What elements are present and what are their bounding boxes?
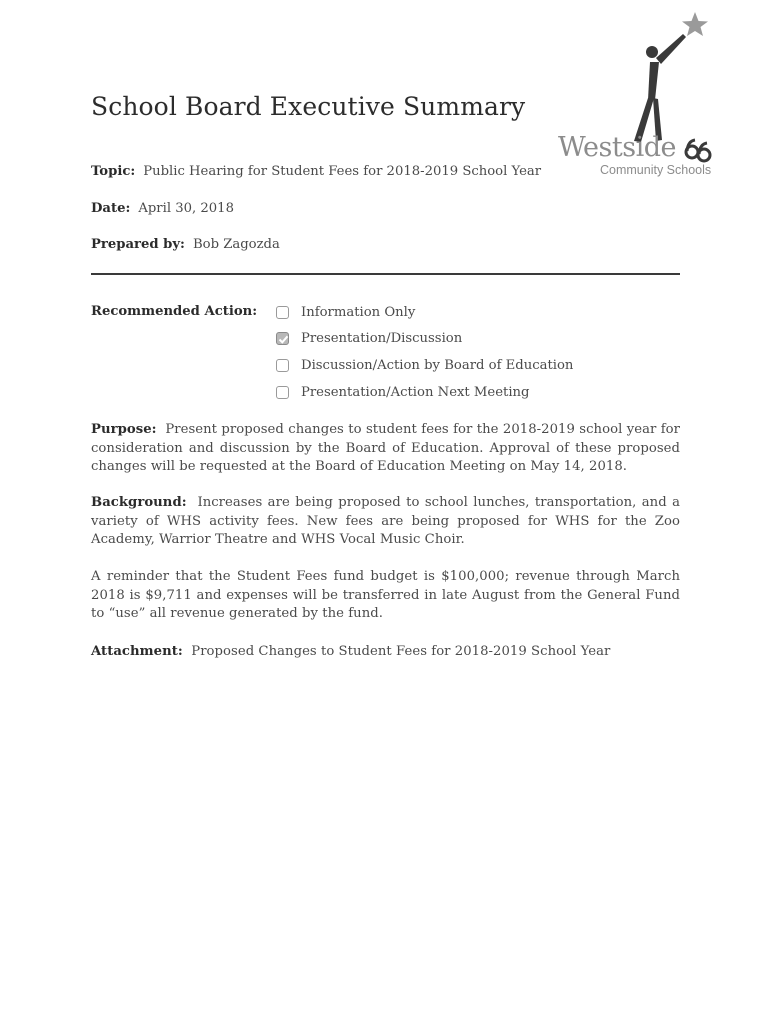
option-discussion-action[interactable] bbox=[276, 356, 573, 374]
option-label: Discussion/Action by Board of Education bbox=[301, 357, 574, 373]
date-label: Date: bbox=[91, 201, 131, 216]
attachment-label: Attachment: bbox=[91, 644, 183, 659]
reminder-paragraph bbox=[91, 568, 680, 624]
purpose-label: Purpose: bbox=[91, 422, 157, 437]
checkmark-icon bbox=[277, 333, 290, 346]
purpose-paragraph bbox=[91, 421, 680, 477]
topic-label: Topic: bbox=[91, 164, 136, 179]
topic-value: Public Hearing for Student Fees for 2018-2019 School Year bbox=[143, 164, 542, 179]
option-label: Information Only bbox=[301, 304, 416, 320]
logo-subtitle: Community Schools bbox=[600, 163, 712, 177]
checkbox-unchecked[interactable] bbox=[276, 386, 289, 399]
background-paragraph bbox=[91, 494, 680, 550]
attachment-paragraph bbox=[91, 643, 680, 662]
checkbox-checked[interactable] bbox=[276, 332, 289, 345]
date-row bbox=[91, 201, 234, 216]
prepared-by-value: Bob Zagozda bbox=[192, 237, 280, 252]
background-label: Background: bbox=[91, 495, 187, 510]
background-text: Increases are being proposed to school lunches, transportation, and a variety of WHS activity fees. New fees are being proposed for WHS for the Zoo Academy, Warrior Theatre and WHS Vocal Music Choir. bbox=[91, 495, 681, 548]
option-presentation-action-next[interactable] bbox=[276, 383, 530, 401]
option-presentation-discussion[interactable] bbox=[276, 329, 462, 347]
prepared-by-label: Prepared by: bbox=[91, 237, 185, 252]
star-icon bbox=[682, 12, 708, 36]
recommended-action-label: Recommended Action: bbox=[91, 304, 258, 319]
reminder-text: A reminder that the Student Fees fund budget is $100,000; revenue through March 2018 is $9,711 and expenses will be transferred in late August from the General Fund to “use” all revenue generated by the fund. bbox=[91, 569, 680, 622]
checkbox-unchecked[interactable] bbox=[276, 359, 289, 372]
sixty-six-mark bbox=[686, 140, 710, 161]
date-value: April 30, 2018 bbox=[138, 201, 234, 216]
option-label: Presentation/Action Next Meeting bbox=[301, 384, 530, 400]
topic-row bbox=[91, 164, 541, 179]
option-information-only[interactable] bbox=[276, 303, 415, 321]
prepared-by-row bbox=[91, 237, 280, 252]
logo-name: Westside bbox=[558, 132, 676, 163]
option-label: Presentation/Discussion bbox=[301, 330, 463, 346]
checkbox-unchecked[interactable] bbox=[276, 306, 289, 319]
attachment-text: Proposed Changes to Student Fees for 2018-2019 School Year bbox=[191, 644, 611, 659]
page-title: School Board Executive Summary bbox=[91, 92, 526, 121]
divider bbox=[91, 273, 680, 275]
purpose-text: Present proposed changes to student fees for the 2018-2019 school year for consideration and discussion by the Board of Education. Approval of these proposed changes will be requested at the Board of Education Meeting on May 14, 2018. bbox=[91, 422, 681, 475]
